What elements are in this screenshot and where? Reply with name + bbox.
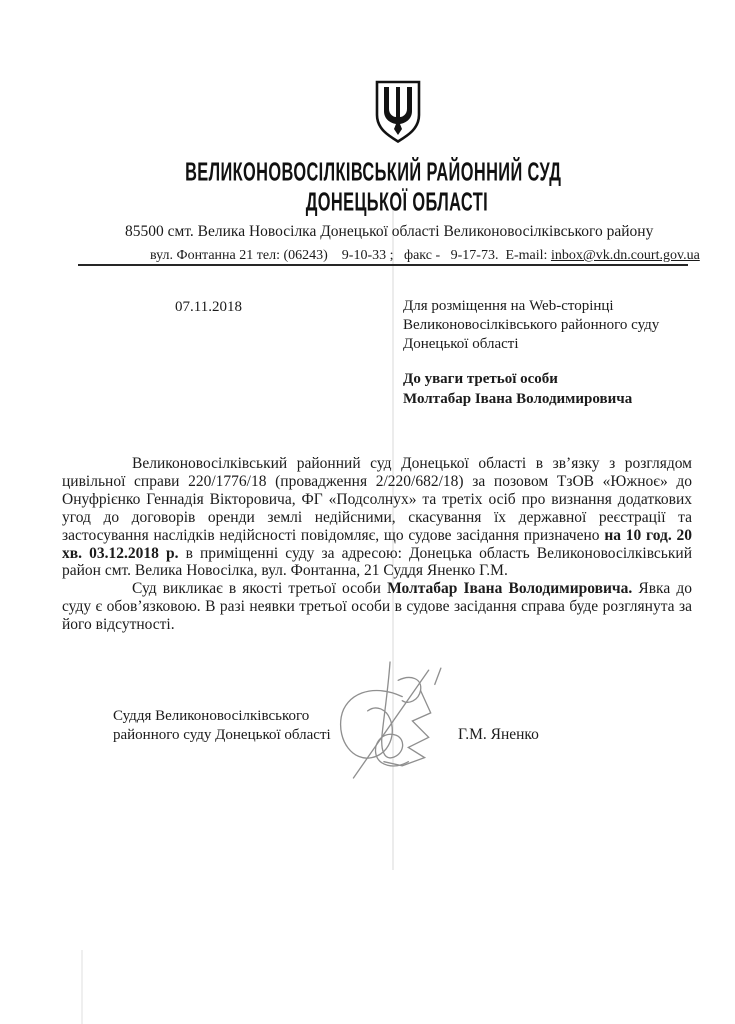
court-title-row [0, 158, 735, 187]
attention-person-name: Молтабар Івана Володимировича [403, 391, 633, 407]
notice-text-part2: в приміщенні суду за адресою: Донецька область Великоновосілківський район смт. Велика Новосілка, вул. Фонтанна, 21 Суддя Яненко Г.М. [62, 544, 693, 580]
court-name-title: ВЕЛИКОНОВОСІЛКІВСЬКИЙ РАЙОННИЙ СУД [185, 158, 562, 187]
letterhead-divider [78, 264, 688, 266]
attention-block [403, 369, 632, 409]
summons-text-part1: Суд викликає в якості третьої особи [132, 580, 388, 598]
summoned-person-name: Молтабар Івана Володимировича. [387, 580, 633, 598]
email-link[interactable]: inbox@vk.dn.court.gov.ua [550, 248, 700, 263]
document-date: 07.11.2018 [175, 299, 242, 315]
judge-name: Г.М. Яненко [458, 726, 539, 743]
court-region-row [0, 188, 735, 217]
court-address-line: 85500 смт. Велика Новосілка Донецької області Великоновосілківського району [125, 223, 654, 240]
judge-title-line: Суддя Великоновосілківського [113, 708, 310, 724]
handwritten-signature-mark [330, 660, 446, 780]
notice-paragraph [62, 455, 692, 580]
summons-paragraph [62, 580, 692, 634]
notice-body [62, 455, 692, 634]
judge-title-line: районного суду Донецької області [113, 726, 331, 743]
court-region-title: ДОНЕЦЬКОЇ ОБЛАСТІ [305, 188, 488, 217]
summons-text-part2: Явка до суду є обов’язковою. В разі неявки третьої особи в судове засідання справа буде розглянута за його відсутності. [62, 580, 692, 634]
publication-note-line: Для розміщення на Web-сторінці [403, 298, 614, 314]
court-contact-line [150, 248, 700, 264]
ukraine-trident-emblem-icon [372, 79, 424, 145]
hearing-datetime: на 10 год. 20 хв. 03.12.2018 р. [62, 526, 692, 562]
web-publication-note [403, 297, 659, 354]
attention-heading: До уваги третьої особи [403, 371, 558, 387]
publication-note-line: Донецької області [403, 336, 519, 352]
scan-artifact-line [81, 950, 83, 1024]
judge-title-block [113, 707, 331, 744]
publication-note-line: Великоновосілківського районного суду [403, 317, 660, 333]
notice-text-part1: Великоновосілківський районний суд Донецької області в зв’язку з розглядом цивільної справи 220/1776/18 (провадження 2/220/682/18) за позовом ТзОВ «Южноє» до Онуфрієнко Геннадія Вікторовича, ФГ «Подсолнух» та третіх осіб про визнання додаткових угод до договорів оренди землі недійсними, скасування їх державної реєстрації та застосування наслідків недійсності повідомляє, що судове засідання призначено [62, 455, 692, 544]
phone-fax-text: вул. Фонтанна 21 тел: (06243) 9-10-33 ; факс - 9-17-73. E-mail: [150, 248, 551, 263]
